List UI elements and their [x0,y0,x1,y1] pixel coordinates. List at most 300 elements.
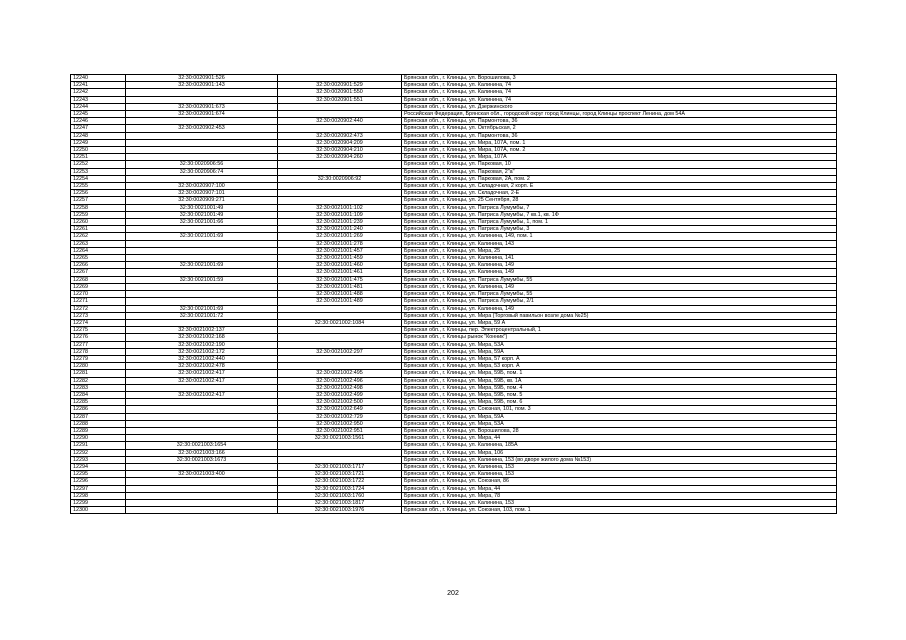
row-number-cell: 12247 [71,125,126,132]
land-plot-cadastral-number-cell: 32:30:0021003:1654 [126,442,278,449]
building-cadastral-number-cell: 32:30:0021002:950 [278,420,402,427]
building-cadastral-number-cell [278,168,402,175]
row-number-cell: 12288 [71,420,126,427]
building-cadastral-number-cell [278,183,402,190]
building-cadastral-number-cell: 32:30:0021001:269 [278,233,402,240]
land-plot-cadastral-number-cell: 32:30:0021001:69 [126,262,278,269]
building-cadastral-number-cell: 32:30:0020904:209 [278,139,402,146]
row-number-cell: 12286 [71,406,126,413]
land-plot-cadastral-number-cell: 32:30:0021002:417 [126,377,278,384]
land-plot-cadastral-number-cell: 32:30:0021003:1673 [126,456,278,463]
table-row [71,154,837,161]
building-cadastral-number-cell: 32:30:0021003:1817 [278,499,402,506]
land-plot-cadastral-number-cell [126,420,278,427]
row-number-cell: 12260 [71,219,126,226]
land-plot-cadastral-number-cell: 32:30:0021002:478 [126,363,278,370]
address-cell: Брянская обл., г. Клинцы, ул. 25 Сентября, 28 [402,197,837,204]
address-cell: Брянская обл., г. Клинцы, ул. Складочная, 2 корп. Е [402,183,837,190]
address-cell: Брянская обл., г. Клинцы, пер. Электроцентральный, 1 [402,327,837,334]
building-cadastral-number-cell: 32:30:0021001:488 [278,291,402,298]
row-number-cell: 12297 [71,485,126,492]
row-number-cell: 12255 [71,183,126,190]
row-number-cell: 12289 [71,427,126,434]
land-plot-cadastral-number-cell [126,269,278,276]
row-number-cell: 12283 [71,384,126,391]
building-cadastral-number-cell [278,456,402,463]
table-row [71,240,837,247]
address-cell: Брянская обл., г. Клинцы рынок "Конник") [402,334,837,341]
row-number-cell: 12269 [71,283,126,290]
table-row [71,427,837,434]
building-cadastral-number-cell: 32:30:0021001:489 [278,298,402,305]
row-number-cell: 12279 [71,355,126,362]
address-cell: Брянская обл., г. Клинцы, ул. Мира, 44 [402,435,837,442]
table-row [71,139,837,146]
address-cell: Брянская обл., г. Клинцы, ул. Октябрьская, 2 [402,125,837,132]
land-plot-cadastral-number-cell [126,240,278,247]
building-cadastral-number-cell: 32:30:0021001:239 [278,219,402,226]
row-number-cell: 12285 [71,399,126,406]
address-cell: Брянская обл., г. Клинцы, ул. Калинина, 153 [402,499,837,506]
land-plot-cadastral-number-cell [126,427,278,434]
land-plot-cadastral-number-cell [126,492,278,499]
address-cell: Брянская обл., г. Клинцы, ул. Мира, 59А [402,348,837,355]
building-cadastral-number-cell: 32:30:0021003:1722 [278,478,402,485]
row-number-cell: 12296 [71,478,126,485]
registry-table [70,74,837,514]
address-cell: Брянская обл., г. Клинцы, ул. Парковая, 10 [402,161,837,168]
land-plot-cadastral-number-cell [126,406,278,413]
building-cadastral-number-cell [278,327,402,334]
land-plot-cadastral-number-cell [126,507,278,514]
address-cell: Брянская обл., г. Клинцы, ул. Мира (Торговый павильон возле дома №25) [402,312,837,319]
building-cadastral-number-cell [278,197,402,204]
address-cell: Брянская обл., г. Клинцы, ул. Патриса Лумумбы, 55 [402,276,837,283]
land-plot-cadastral-number-cell: 32:30:0021001:49 [126,211,278,218]
table-row [71,226,837,233]
address-cell: Брянская обл., г. Клинцы, ул. Калинина, 149, пом. 1 [402,233,837,240]
land-plot-cadastral-number-cell: 32:30:0021001:66 [126,219,278,226]
land-plot-cadastral-number-cell: 32:30:0021001:59 [126,276,278,283]
land-plot-cadastral-number-cell: 32:30:0020907:100 [126,183,278,190]
table-row [71,147,837,154]
address-cell: Брянская обл., г. Клинцы, ул. Мира, 107А [402,154,837,161]
building-cadastral-number-cell [278,355,402,362]
land-plot-cadastral-number-cell: 32:30:0020901:674 [126,111,278,118]
building-cadastral-number-cell: 32:30:0020901:551 [278,96,402,103]
land-plot-cadastral-number-cell [126,132,278,139]
land-plot-cadastral-number-cell [126,255,278,262]
land-plot-cadastral-number-cell: 32:30:0021001:49 [126,204,278,211]
table-row [71,175,837,182]
address-cell: Брянская обл., г. Клинцы, ул. Калинина, 74 [402,96,837,103]
address-cell: Брянская обл., г. Клинцы, ул. Калинина, 153 [402,471,837,478]
address-cell: Брянская обл., г. Клинцы, ул. Парковая, 2А, пом. 2 [402,175,837,182]
row-number-cell: 12267 [71,269,126,276]
building-cadastral-number-cell: 32:30:0020901:529 [278,82,402,89]
address-cell: Брянская обл., г. Клинцы, ул. Ворошилова, 28 [402,427,837,434]
building-cadastral-number-cell: 32:30:0021001:102 [278,204,402,211]
row-number-cell: 12252 [71,161,126,168]
address-cell: Брянская обл., г. Клинцы, ул. Мира, 107А, пом. 1 [402,139,837,146]
address-cell: Брянская обл., г. Клинцы, ул. Мира, 53А [402,420,837,427]
building-cadastral-number-cell: 32:30:0021002:495 [278,370,402,377]
row-number-cell: 12259 [71,211,126,218]
address-cell: Брянская обл., г. Клинцы, ул. Мира, 59 А [402,319,837,326]
land-plot-cadastral-number-cell: 32:30:0021001:72 [126,312,278,319]
table-row [71,183,837,190]
row-number-cell: 12292 [71,449,126,456]
row-number-cell: 12272 [71,305,126,312]
land-plot-cadastral-number-cell [126,298,278,305]
table-row [71,211,837,218]
table-row [71,391,837,398]
table-row [71,399,837,406]
address-cell: Российская Федерация, Брянская обл., городской округ город Клинцы, город Клинцы проспект Ленина, дом 54А [402,111,837,118]
table-row [71,283,837,290]
row-number-cell: 12254 [71,175,126,182]
address-cell: Брянская обл., г. Клинцы, ул. Патриса Лумумбы, 7 [402,204,837,211]
registry-table-body [71,75,837,514]
building-cadastral-number-cell: 32:30:0021002:500 [278,399,402,406]
address-cell: Брянская обл., г. Клинцы, ул. Калинина, 143 [402,240,837,247]
building-cadastral-number-cell: 32:30:0021002:951 [278,427,402,434]
land-plot-cadastral-number-cell: 32:30:0020906:56 [126,161,278,168]
table-row [71,219,837,226]
address-cell: Брянская обл., г. Клинцы, ул. Мира, 78 [402,492,837,499]
building-cadastral-number-cell: 32:30:0021002:649 [278,406,402,413]
table-row [71,276,837,283]
table-row [71,298,837,305]
building-cadastral-number-cell: 32:30:0020902:473 [278,132,402,139]
row-number-cell: 12278 [71,348,126,355]
address-cell: Брянская обл., г. Клинцы, ул. Союзная, 101, пом. 3 [402,406,837,413]
address-cell: Брянская обл., г. Клинцы, ул. Пармонтова, 36 [402,132,837,139]
address-cell: Брянская обл., г. Клинцы, ул. Мира, 59Б, пом. 4 [402,384,837,391]
row-number-cell: 12268 [71,276,126,283]
row-number-cell: 12273 [71,312,126,319]
row-number-cell: 12246 [71,118,126,125]
table-row [71,291,837,298]
table-row [71,305,837,312]
table-row [71,499,837,506]
table-row [71,507,837,514]
building-cadastral-number-cell [278,363,402,370]
address-cell: Брянская обл., г. Клинцы, ул. Мира, 59Б, пом. 5 [402,391,837,398]
building-cadastral-number-cell: 32:30:0020904:260 [278,154,402,161]
table-row [71,341,837,348]
table-row [71,96,837,103]
address-cell: Брянская обл., г. Клинцы, ул. Мира, 106 [402,449,837,456]
table-row [71,334,837,341]
row-number-cell: 12251 [71,154,126,161]
row-number-cell: 12242 [71,89,126,96]
building-cadastral-number-cell: 32:30:0021003:1760 [278,492,402,499]
table-row [71,348,837,355]
row-number-cell: 12281 [71,370,126,377]
row-number-cell: 12263 [71,240,126,247]
land-plot-cadastral-number-cell: 32:30:0021002:172 [126,348,278,355]
building-cadastral-number-cell: 32:30:0021001:481 [278,283,402,290]
table-row [71,406,837,413]
table-row [71,75,837,82]
row-number-cell: 12258 [71,204,126,211]
building-cadastral-number-cell [278,190,402,197]
address-cell: Брянская обл., г. Клинцы, ул. Мира, 25 [402,247,837,254]
address-cell: Брянская обл., г. Клинцы, ул. Мира, 59Б, кв. 1А [402,377,837,384]
land-plot-cadastral-number-cell [126,89,278,96]
building-cadastral-number-cell: 32:30:0021003:1717 [278,463,402,470]
land-plot-cadastral-number-cell: 32:30:0021002:168 [126,334,278,341]
row-number-cell: 12275 [71,327,126,334]
land-plot-cadastral-number-cell: 32:30:0021001:69 [126,305,278,312]
row-number-cell: 12284 [71,391,126,398]
row-number-cell: 12287 [71,413,126,420]
land-plot-cadastral-number-cell: 32:30:0021003:400 [126,471,278,478]
address-cell: Брянская обл., г. Клинцы, ул. Мира, 107А, пом. 2 [402,147,837,154]
row-number-cell: 12293 [71,456,126,463]
building-cadastral-number-cell: 32:30:0021003:1724 [278,485,402,492]
address-cell: Брянская обл., г. Клинцы, ул. Калинина, 149 [402,305,837,312]
building-cadastral-number-cell [278,334,402,341]
building-cadastral-number-cell [278,341,402,348]
table-row [71,319,837,326]
land-plot-cadastral-number-cell [126,226,278,233]
building-cadastral-number-cell: 32:30:0020901:550 [278,89,402,96]
address-cell: Брянская обл., г. Клинцы, ул. Ворошилова, 3 [402,75,837,82]
land-plot-cadastral-number-cell [126,463,278,470]
table-row [71,471,837,478]
land-plot-cadastral-number-cell [126,154,278,161]
address-cell: Брянская обл., г. Клинцы, ул. Патриса Лумумбы, 55 [402,291,837,298]
table-row [71,255,837,262]
land-plot-cadastral-number-cell [126,147,278,154]
land-plot-cadastral-number-cell: 32:30:0021001:69 [126,233,278,240]
address-cell: Брянская обл., г. Клинцы, ул. Мира, 59Б, пом. 6 [402,399,837,406]
land-plot-cadastral-number-cell [126,384,278,391]
row-number-cell: 12253 [71,168,126,175]
row-number-cell: 12291 [71,442,126,449]
building-cadastral-number-cell: 32:30:0020904:210 [278,147,402,154]
table-row [71,370,837,377]
row-number-cell: 12300 [71,507,126,514]
address-cell: Брянская обл., г. Клинцы, ул. Калинина, 74 [402,82,837,89]
row-number-cell: 12241 [71,82,126,89]
land-plot-cadastral-number-cell: 32:30:0020901:673 [126,103,278,110]
row-number-cell: 12294 [71,463,126,470]
table-row [71,485,837,492]
land-plot-cadastral-number-cell [126,247,278,254]
address-cell: Брянская обл., г. Клинцы, ул. Складочная, 2-Е [402,190,837,197]
land-plot-cadastral-number-cell: 32:30:0021002:417 [126,370,278,377]
table-row [71,82,837,89]
land-plot-cadastral-number-cell [126,478,278,485]
table-row [71,442,837,449]
row-number-cell: 12248 [71,132,126,139]
building-cadastral-number-cell: 32:30:0021003:1561 [278,435,402,442]
land-plot-cadastral-number-cell: 32:30:0020909:271 [126,197,278,204]
row-number-cell: 12266 [71,262,126,269]
table-row [71,492,837,499]
table-row [71,197,837,204]
table-row [71,420,837,427]
address-cell: Брянская обл., г. Клинцы, ул. Патриса Лумумбы, 7 кв.1, кв. 1Ф [402,211,837,218]
table-row [71,190,837,197]
land-plot-cadastral-number-cell: 32:30:0021003:166 [126,449,278,456]
row-number-cell: 12245 [71,111,126,118]
table-row [71,111,837,118]
land-plot-cadastral-number-cell [126,485,278,492]
address-cell: Брянская обл., г. Клинцы, ул. Дзержинского [402,103,837,110]
land-plot-cadastral-number-cell [126,291,278,298]
land-plot-cadastral-number-cell: 32:30:0021002:440 [126,355,278,362]
table-row [71,355,837,362]
address-cell: Брянская обл., г. Клинцы, ул. Калинина, 74 [402,89,837,96]
building-cadastral-number-cell [278,75,402,82]
land-plot-cadastral-number-cell [126,96,278,103]
land-plot-cadastral-number-cell: 32:30:0020906:74 [126,168,278,175]
building-cadastral-number-cell: 32:30:0021001:240 [278,226,402,233]
land-plot-cadastral-number-cell: 32:30:0021002:417 [126,391,278,398]
land-plot-cadastral-number-cell: 32:30:0021002:137 [126,327,278,334]
table-row [71,413,837,420]
table-row [71,168,837,175]
land-plot-cadastral-number-cell: 32:30:0020901:143 [126,82,278,89]
table-row [71,89,837,96]
row-number-cell: 12280 [71,363,126,370]
table-row [71,327,837,334]
row-number-cell: 12270 [71,291,126,298]
building-cadastral-number-cell: 32:30:0020902:440 [278,118,402,125]
table-row [71,312,837,319]
land-plot-cadastral-number-cell: 32:30:0021002:190 [126,341,278,348]
building-cadastral-number-cell: 32:30:0021003:1976 [278,507,402,514]
building-cadastral-number-cell: 32:30:0021001:459 [278,255,402,262]
address-cell: Брянская обл., г. Клинцы, ул. Калинина, 153 (во дворе жилого дома №153) [402,456,837,463]
land-plot-cadastral-number-cell: 32:30:0020907:101 [126,190,278,197]
table-row [71,125,837,132]
address-cell: Брянская обл., г. Клинцы, ул. Мира, 57 корп. А [402,355,837,362]
address-cell: Брянская обл., г. Клинцы, ул. Калинина, 185А [402,442,837,449]
building-cadastral-number-cell [278,111,402,118]
address-cell: Брянская обл., г. Клинцы, ул. Союзная, 103, пом. 1 [402,507,837,514]
building-cadastral-number-cell: 32:30:0021001:457 [278,247,402,254]
address-cell: Брянская обл., г. Клинцы, ул. Мира, 44 [402,485,837,492]
building-cadastral-number-cell: 32:30:0021002:496 [278,377,402,384]
table-row [71,132,837,139]
row-number-cell: 12274 [71,319,126,326]
row-number-cell: 12295 [71,471,126,478]
address-cell: Брянская обл., г. Клинцы, ул. Калинина, 149 [402,269,837,276]
building-cadastral-number-cell: 32:30:0021002:297 [278,348,402,355]
row-number-cell: 12262 [71,233,126,240]
table-row [71,247,837,254]
table-row [71,204,837,211]
row-number-cell: 12282 [71,377,126,384]
address-cell: Брянская обл., г. Клинцы, ул. Калинина, 141 [402,255,837,262]
address-cell: Брянская обл., г. Клинцы, ул. Калинина, 153 [402,463,837,470]
table-row [71,456,837,463]
land-plot-cadastral-number-cell [126,435,278,442]
row-number-cell: 12250 [71,147,126,154]
address-cell: Брянская обл., г. Клинцы, ул. Мира, 53 корп. А [402,363,837,370]
table-row [71,384,837,391]
row-number-cell: 12256 [71,190,126,197]
table-row [71,478,837,485]
building-cadastral-number-cell [278,305,402,312]
address-cell: Брянская обл., г. Клинцы, ул. Мира, 59А [402,413,837,420]
building-cadastral-number-cell: 32:30:0021001:460 [278,262,402,269]
address-cell: Брянская обл., г. Клинцы, ул. Калинина, 149 [402,283,837,290]
table-row [71,103,837,110]
table-row [71,269,837,276]
address-cell: Брянская обл., г. Клинцы, ул. Союзная, 86 [402,478,837,485]
address-cell: Брянская обл., г. Клинцы, ул. Калинина, 149 [402,262,837,269]
land-plot-cadastral-number-cell [126,118,278,125]
building-cadastral-number-cell: 32:30:0021001:278 [278,240,402,247]
land-plot-cadastral-number-cell [126,413,278,420]
table-row [71,161,837,168]
building-cadastral-number-cell: 32:30:0021001:461 [278,269,402,276]
land-plot-cadastral-number-cell: 32:30:0020902:453 [126,125,278,132]
address-cell: Брянская обл., г. Клинцы, ул. Парковая, 2"а" [402,168,837,175]
building-cadastral-number-cell [278,442,402,449]
row-number-cell: 12249 [71,139,126,146]
building-cadastral-number-cell: 32:30:0021002:498 [278,384,402,391]
building-cadastral-number-cell [278,449,402,456]
table-row [71,377,837,384]
row-number-cell: 12264 [71,247,126,254]
address-cell: Брянская обл., г. Клинцы, ул. Пармонтова, 36 [402,118,837,125]
table-row [71,262,837,269]
land-plot-cadastral-number-cell: 32:30:0020901:526 [126,75,278,82]
land-plot-cadastral-number-cell [126,175,278,182]
table-row [71,363,837,370]
building-cadastral-number-cell [278,312,402,319]
row-number-cell: 12276 [71,334,126,341]
table-row [71,449,837,456]
land-plot-cadastral-number-cell [126,319,278,326]
table-row [71,118,837,125]
address-cell: Брянская обл., г. Клинцы, ул. Патриса Лумумбы, 2/1 [402,298,837,305]
address-cell: Брянская обл., г. Клинцы, ул. Патриса Лумумбы, 3 [402,226,837,233]
page-number: 202 [447,590,459,597]
building-cadastral-number-cell: 32:30:0021003:1721 [278,471,402,478]
building-cadastral-number-cell: 32:30:0021002:499 [278,391,402,398]
building-cadastral-number-cell: 32:30:0021002:729 [278,413,402,420]
row-number-cell: 12277 [71,341,126,348]
building-cadastral-number-cell: 32:30:0021001:475 [278,276,402,283]
table-row [71,463,837,470]
building-cadastral-number-cell [278,125,402,132]
land-plot-cadastral-number-cell [126,139,278,146]
table-row [71,435,837,442]
row-number-cell: 12265 [71,255,126,262]
land-plot-cadastral-number-cell [126,283,278,290]
address-cell: Брянская обл., г. Клинцы, ул. Патриса Лумумбы, 1, пом. 1 [402,219,837,226]
building-cadastral-number-cell: 32:30:0020906:92 [278,175,402,182]
address-cell: Брянская обл., г. Клинцы, ул. Мира, 59Б, пом. 1 [402,370,837,377]
row-number-cell: 12243 [71,96,126,103]
row-number-cell: 12261 [71,226,126,233]
address-cell: Брянская обл., г. Клинцы, ул. Мира, 53А [402,341,837,348]
building-cadastral-number-cell [278,161,402,168]
row-number-cell: 12240 [71,75,126,82]
row-number-cell: 12298 [71,492,126,499]
building-cadastral-number-cell: 32:30:0021002:1084 [278,319,402,326]
row-number-cell: 12290 [71,435,126,442]
row-number-cell: 12271 [71,298,126,305]
